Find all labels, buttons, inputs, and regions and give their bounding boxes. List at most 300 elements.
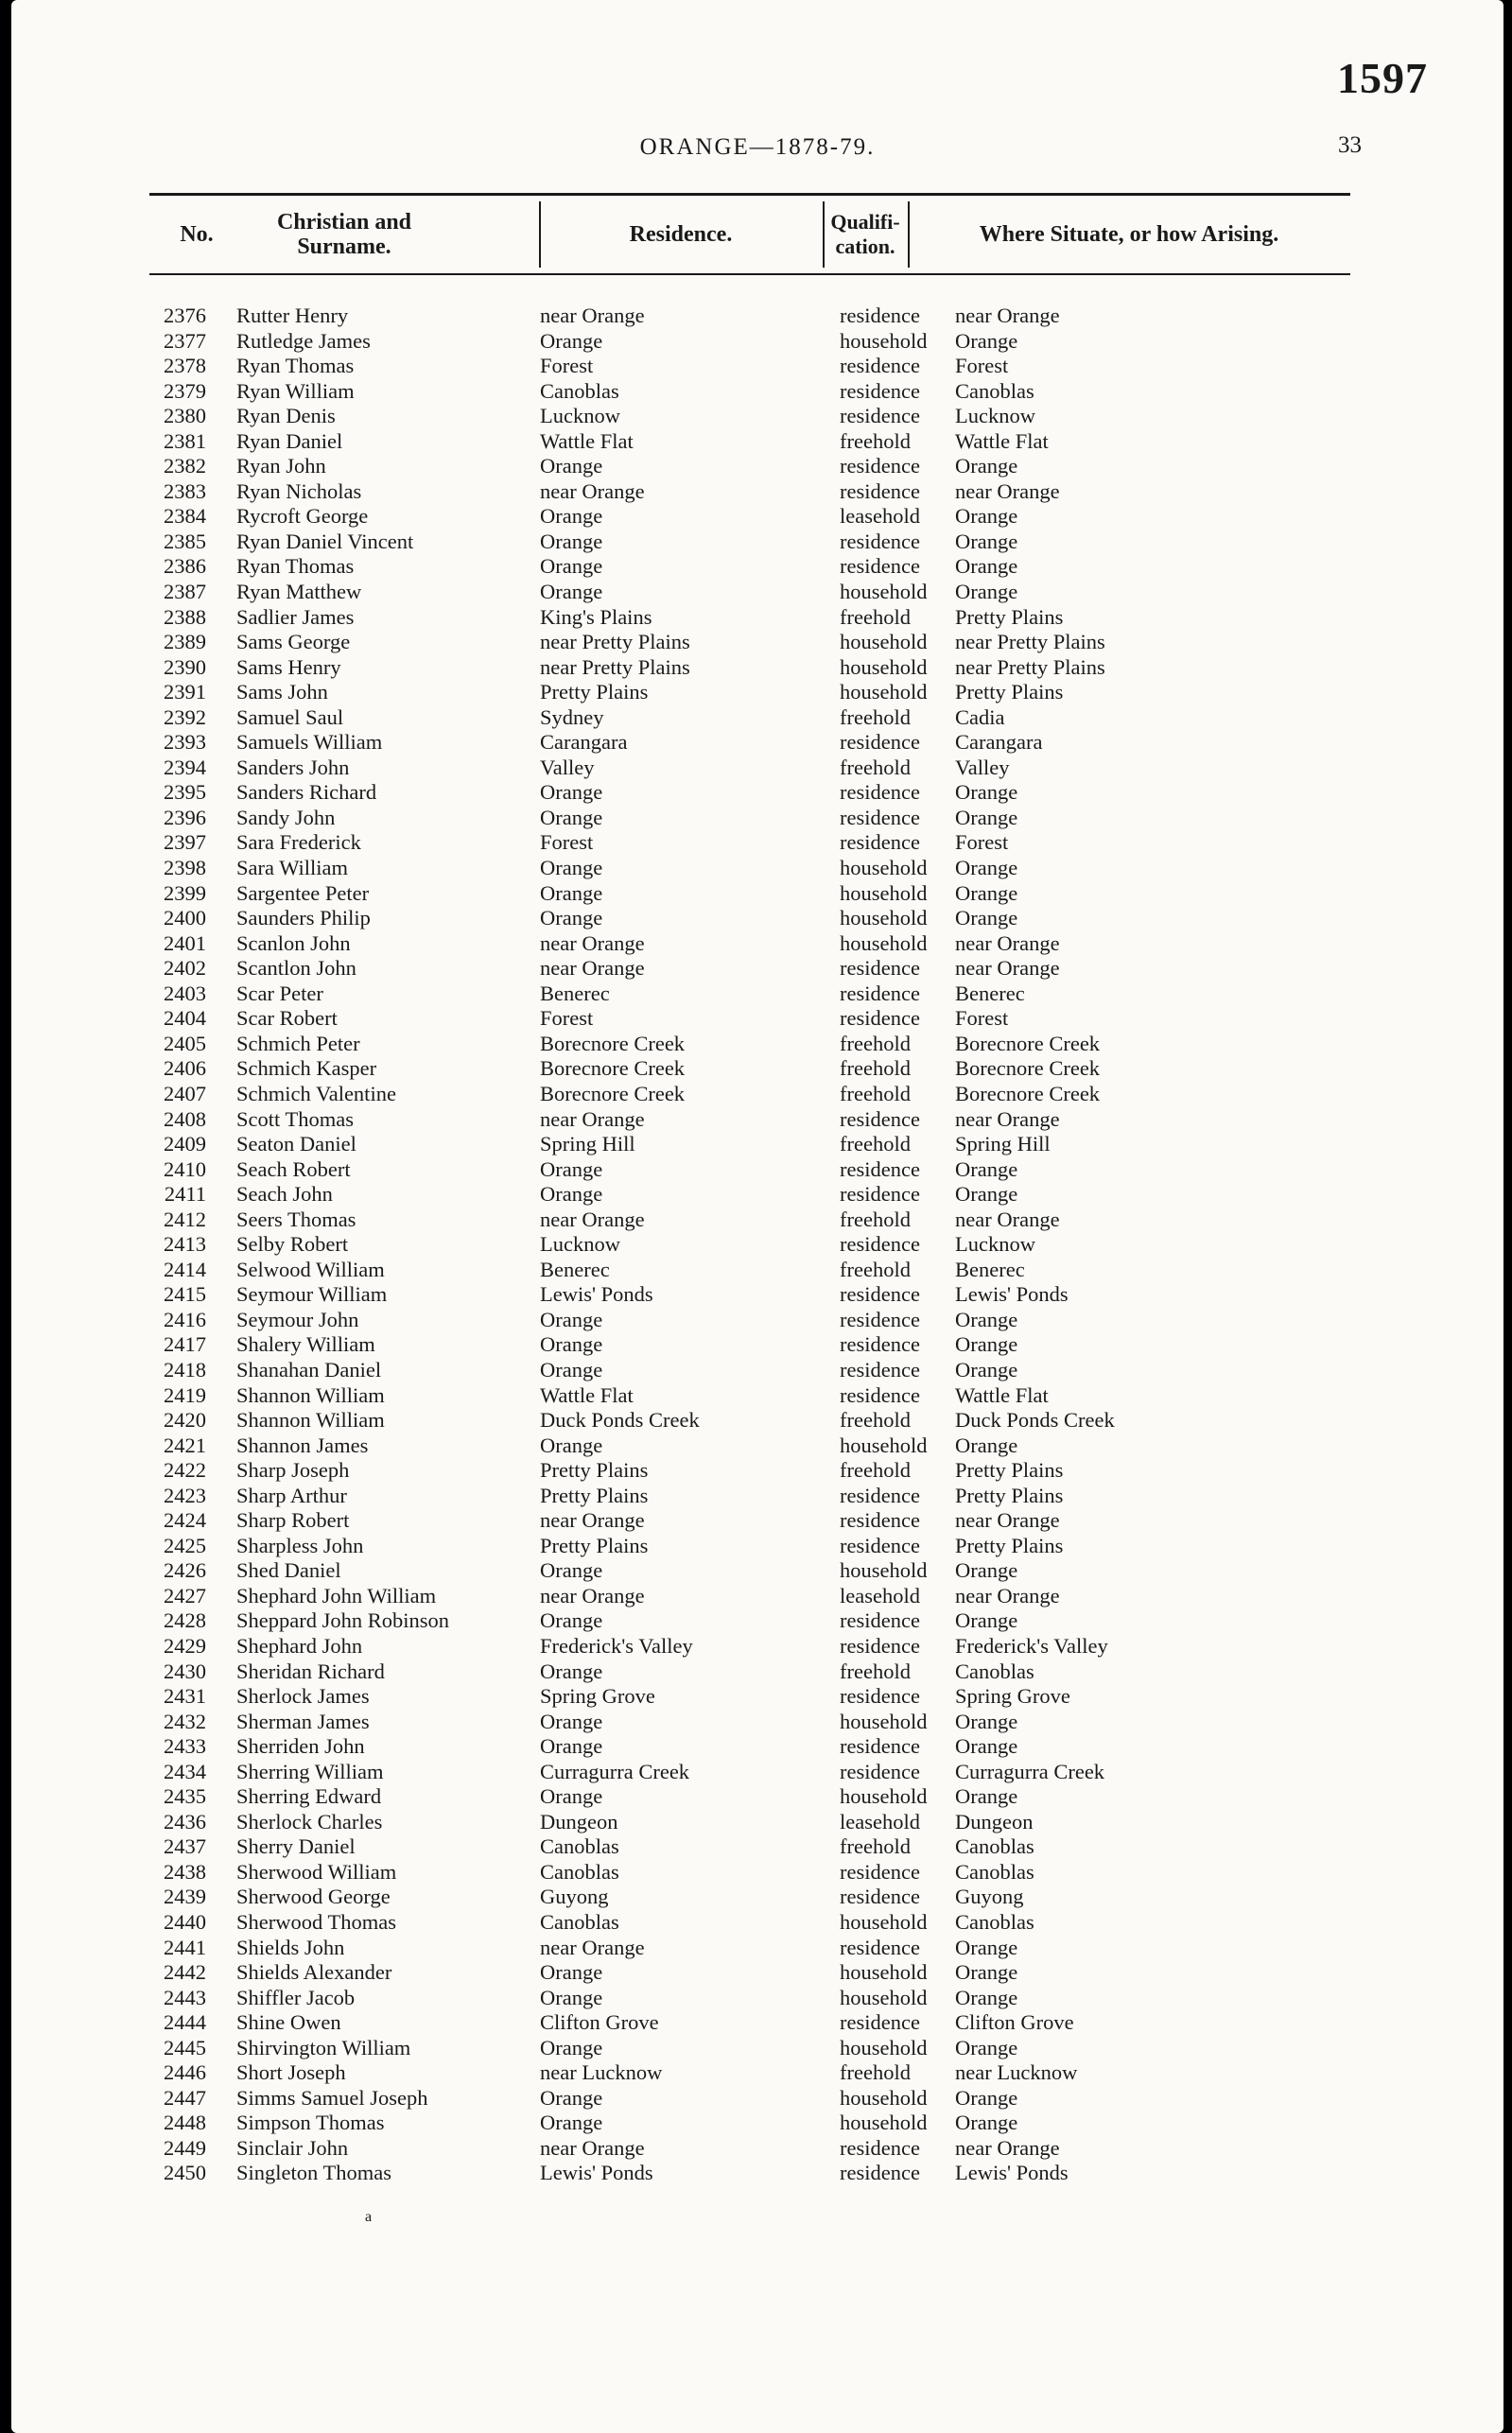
entry-where: Benerec bbox=[955, 981, 1025, 1005]
table-row bbox=[149, 931, 1350, 957]
entry-qualification: freehold bbox=[840, 2060, 911, 2085]
entry-name: Sherring William bbox=[236, 1759, 384, 1783]
entry-qualification: leasehold bbox=[840, 1809, 920, 1833]
entry-qualification: residence bbox=[840, 1307, 920, 1331]
entry-qualification: household bbox=[840, 2111, 928, 2135]
table-row bbox=[149, 1960, 1350, 1986]
entry-name: Ryan Thomas bbox=[236, 554, 355, 579]
entry-where: Orange bbox=[955, 554, 1018, 579]
entry-name: Shephard John bbox=[236, 1633, 363, 1658]
entry-residence: Orange bbox=[540, 454, 603, 478]
entry-where: Borecnore Creek bbox=[955, 1056, 1101, 1081]
entry-number: 2392 bbox=[164, 704, 206, 729]
entry-qualification: residence bbox=[840, 529, 920, 553]
table-row bbox=[149, 1734, 1350, 1760]
table-row bbox=[149, 1308, 1350, 1333]
entry-name: Sharp Robert bbox=[236, 1508, 350, 1533]
entry-number: 2395 bbox=[164, 780, 206, 805]
running-head: ORANGE—1878-79. bbox=[639, 134, 876, 160]
entry-name: Short Joseph bbox=[236, 2060, 346, 2085]
entry-qualification: household bbox=[840, 328, 928, 353]
entry-residence: Orange bbox=[540, 2111, 603, 2135]
entry-number: 2427 bbox=[164, 1583, 206, 1608]
entry-residence: Dungeon bbox=[540, 1809, 618, 1833]
entry-number: 2430 bbox=[164, 1659, 206, 1683]
entry-number: 2382 bbox=[164, 454, 206, 478]
table-row bbox=[149, 429, 1350, 455]
entry-qualification: household bbox=[840, 1985, 928, 2009]
entry-qualification: household bbox=[840, 1433, 928, 1457]
table-row bbox=[149, 881, 1350, 907]
entry-residence: Orange bbox=[540, 1182, 603, 1207]
entry-number: 2401 bbox=[164, 930, 206, 955]
entry-number: 2419 bbox=[164, 1382, 206, 1407]
entry-residence: Pretty Plains bbox=[540, 1533, 649, 1557]
entry-qualification: household bbox=[840, 630, 928, 654]
entry-qualification: household bbox=[840, 856, 928, 880]
table-row bbox=[149, 1986, 1350, 2011]
entry-number: 2416 bbox=[164, 1307, 206, 1331]
table-row bbox=[149, 1534, 1350, 1559]
entry-name: Selwood William bbox=[236, 1257, 385, 1281]
entry-qualification: residence bbox=[840, 1935, 920, 1959]
entry-where: Orange bbox=[955, 1784, 1018, 1809]
table-row bbox=[149, 2010, 1350, 2036]
entry-residence: near Orange bbox=[540, 304, 645, 327]
entry-number: 2384 bbox=[164, 504, 206, 529]
entry-number: 2448 bbox=[164, 2111, 206, 2135]
entry-name: Sherwood William bbox=[236, 1859, 397, 1884]
entry-name: Ryan John bbox=[236, 454, 326, 478]
entry-name: Sams George bbox=[236, 630, 351, 654]
entry-qualification: residence bbox=[840, 830, 920, 855]
table-row bbox=[149, 680, 1350, 705]
page-number: 1597 bbox=[1337, 54, 1428, 102]
entry-number: 2391 bbox=[164, 680, 206, 704]
entry-number: 2393 bbox=[164, 730, 206, 755]
entry-qualification: residence bbox=[840, 1533, 920, 1557]
entry-qualification: freehold bbox=[840, 1081, 911, 1105]
table-row bbox=[149, 2086, 1350, 2111]
entry-name: Sadlier James bbox=[236, 604, 355, 629]
entry-name: Sanders Richard bbox=[236, 780, 377, 805]
entry-number: 2431 bbox=[164, 1684, 206, 1709]
table-row bbox=[149, 1810, 1350, 1835]
entry-where: Orange bbox=[955, 2085, 1018, 2110]
entry-qualification: residence bbox=[840, 2161, 920, 2185]
entry-qualification: freehold bbox=[840, 1207, 911, 1231]
entry-name: Shannon James bbox=[236, 1433, 369, 1457]
entry-number: 2438 bbox=[164, 1859, 206, 1884]
entry-name: Sherring Edward bbox=[236, 1784, 382, 1809]
entry-where: Orange bbox=[955, 454, 1018, 478]
entry-qualification: household bbox=[840, 2085, 928, 2110]
entry-where: Forest bbox=[955, 830, 1009, 855]
entry-name: Sanders John bbox=[236, 755, 350, 779]
entry-qualification: household bbox=[840, 930, 928, 955]
entry-where: Orange bbox=[955, 880, 1018, 905]
entry-qualification: freehold bbox=[840, 1458, 911, 1483]
entry-number: 2386 bbox=[164, 554, 206, 579]
entry-where: near Pretty Plains bbox=[955, 630, 1105, 654]
header-name: Christian and Surname. bbox=[276, 210, 412, 259]
table-row bbox=[149, 705, 1350, 731]
table-row bbox=[149, 1834, 1350, 1860]
table-row bbox=[149, 1434, 1350, 1459]
entry-residence: Canoblas bbox=[540, 1859, 619, 1884]
entry-where: Orange bbox=[955, 906, 1018, 930]
entry-residence: Orange bbox=[540, 1608, 603, 1633]
entry-where: Orange bbox=[955, 1433, 1018, 1457]
entry-residence: near Lucknow bbox=[540, 2060, 663, 2085]
entry-residence: Orange bbox=[540, 1558, 603, 1583]
entry-number: 2381 bbox=[164, 428, 206, 453]
entry-residence: Orange bbox=[540, 1156, 603, 1181]
entry-name: Samuels William bbox=[236, 730, 383, 755]
table-row bbox=[149, 1258, 1350, 1283]
entry-where: Canoblas bbox=[955, 1659, 1034, 1683]
entry-where: Dungeon bbox=[955, 1809, 1034, 1833]
entry-where: Orange bbox=[955, 504, 1018, 529]
entry-name: Scar Robert bbox=[236, 1006, 338, 1031]
table-row bbox=[149, 730, 1350, 756]
entry-number: 2425 bbox=[164, 1533, 206, 1557]
entry-qualification: residence bbox=[840, 981, 920, 1005]
electoral-roll-table bbox=[149, 304, 1350, 2186]
entry-where: near Orange bbox=[955, 1207, 1060, 1231]
entry-qualification: residence bbox=[840, 1508, 920, 1533]
entry-number: 2415 bbox=[164, 1282, 206, 1307]
entry-qualification: residence bbox=[840, 2135, 920, 2160]
entry-qualification: residence bbox=[840, 304, 920, 327]
entry-qualification: residence bbox=[840, 730, 920, 755]
entry-residence: Pretty Plains bbox=[540, 1483, 649, 1507]
entry-residence: Orange bbox=[540, 529, 603, 553]
entry-residence: near Orange bbox=[540, 1583, 645, 1608]
entry-where: near Orange bbox=[955, 478, 1060, 503]
entry-name: Sherriden John bbox=[236, 1734, 365, 1759]
entry-where: Spring Hill bbox=[955, 1132, 1051, 1156]
table-row bbox=[149, 1358, 1350, 1383]
entry-number: 2422 bbox=[164, 1458, 206, 1483]
entry-residence: Orange bbox=[540, 554, 603, 579]
entry-where: Orange bbox=[955, 856, 1018, 880]
entry-name: Sara Frederick bbox=[236, 830, 361, 855]
entry-number: 2403 bbox=[164, 981, 206, 1005]
table-row bbox=[149, 1660, 1350, 1685]
entry-number: 2383 bbox=[164, 478, 206, 503]
table-row bbox=[149, 1936, 1350, 1961]
entry-residence: Forest bbox=[540, 1006, 594, 1031]
entry-where: Orange bbox=[955, 580, 1018, 604]
table-row bbox=[149, 2161, 1350, 2186]
table-row bbox=[149, 906, 1350, 931]
table-row bbox=[149, 1910, 1350, 1936]
entry-number: 2405 bbox=[164, 1031, 206, 1055]
entry-number: 2439 bbox=[164, 1885, 206, 1909]
entry-where: Lucknow bbox=[955, 1232, 1035, 1257]
entry-number: 2449 bbox=[164, 2135, 206, 2160]
entry-name: Shiffler Jacob bbox=[236, 1985, 356, 2009]
entry-number: 2423 bbox=[164, 1483, 206, 1507]
entry-number: 2432 bbox=[164, 1709, 206, 1733]
entry-residence: Orange bbox=[540, 1307, 603, 1331]
table-row bbox=[149, 1282, 1350, 1308]
table-row bbox=[149, 2111, 1350, 2136]
header-residence: Residence. bbox=[629, 222, 733, 247]
entry-qualification: residence bbox=[840, 554, 920, 579]
entry-where: Orange bbox=[955, 1357, 1018, 1382]
table-row bbox=[149, 1458, 1350, 1484]
entry-name: Seaton Daniel bbox=[236, 1132, 356, 1156]
entry-residence: near Orange bbox=[540, 478, 645, 503]
table-row bbox=[149, 1634, 1350, 1660]
entry-number: 2447 bbox=[164, 2085, 206, 2110]
entry-where: Canoblas bbox=[955, 1859, 1034, 1884]
entry-qualification: residence bbox=[840, 404, 920, 428]
table-row bbox=[149, 1408, 1350, 1434]
entry-residence: Orange bbox=[540, 1709, 603, 1733]
entry-residence: Borecnore Creek bbox=[540, 1031, 686, 1055]
table-header bbox=[149, 193, 1350, 275]
entry-where: Canoblas bbox=[955, 1910, 1034, 1934]
entry-qualification: residence bbox=[840, 1332, 920, 1357]
entry-name: Seach John bbox=[236, 1182, 333, 1207]
entry-where: Carangara bbox=[955, 730, 1043, 755]
entry-qualification: residence bbox=[840, 2010, 920, 2035]
entry-number: 2412 bbox=[164, 1207, 206, 1231]
table-row bbox=[149, 504, 1350, 530]
entry-qualification: household bbox=[840, 1910, 928, 1934]
table-row bbox=[149, 1056, 1350, 1082]
entry-name: Shirvington William bbox=[236, 2035, 411, 2059]
entry-name: Sharp Joseph bbox=[236, 1458, 350, 1483]
entry-qualification: household bbox=[840, 880, 928, 905]
entry-qualification: residence bbox=[840, 478, 920, 503]
entry-qualification: residence bbox=[840, 1859, 920, 1884]
entry-where: Curragurra Creek bbox=[955, 1759, 1105, 1783]
entry-number: 2440 bbox=[164, 1910, 206, 1934]
table-row bbox=[149, 1182, 1350, 1208]
entry-residence: Orange bbox=[540, 1734, 603, 1759]
entry-name: Sandy John bbox=[236, 805, 336, 829]
table-row bbox=[149, 1584, 1350, 1609]
entry-qualification: freehold bbox=[840, 1056, 911, 1081]
entry-number: 2417 bbox=[164, 1332, 206, 1357]
entry-name: Sharpless John bbox=[236, 1533, 364, 1557]
entry-qualification: freehold bbox=[840, 755, 911, 779]
entry-number: 2435 bbox=[164, 1784, 206, 1809]
entry-number: 2410 bbox=[164, 1156, 206, 1181]
table-row bbox=[149, 780, 1350, 806]
entry-qualification: household bbox=[840, 1960, 928, 1985]
entry-qualification: leasehold bbox=[840, 1583, 920, 1608]
table-row bbox=[149, 1332, 1350, 1358]
entry-qualification: freehold bbox=[840, 1132, 911, 1156]
entry-residence: Forest bbox=[540, 830, 594, 855]
entry-name: Shephard John William bbox=[236, 1583, 437, 1608]
folio-number: 33 bbox=[1338, 132, 1362, 158]
entry-name: Shields John bbox=[236, 1935, 345, 1959]
entry-where: Canoblas bbox=[955, 378, 1034, 403]
entry-number: 2389 bbox=[164, 630, 206, 654]
table-row bbox=[149, 1484, 1350, 1509]
entry-qualification: residence bbox=[840, 1633, 920, 1658]
entry-residence: near Orange bbox=[540, 1508, 645, 1533]
entry-residence: Orange bbox=[540, 780, 603, 805]
entry-residence: Orange bbox=[540, 580, 603, 604]
table-row bbox=[149, 806, 1350, 831]
entry-name: Scanlon John bbox=[236, 930, 351, 955]
entry-number: 2418 bbox=[164, 1357, 206, 1382]
entry-qualification: residence bbox=[840, 378, 920, 403]
header-where: Where Situate, or how Arising. bbox=[979, 222, 1279, 247]
entry-name: Seers Thomas bbox=[236, 1207, 356, 1231]
entry-where: near Orange bbox=[955, 304, 1060, 327]
entry-qualification: freehold bbox=[840, 1031, 911, 1055]
entry-residence: Sydney bbox=[540, 704, 604, 729]
entry-number: 2406 bbox=[164, 1056, 206, 1081]
table-row bbox=[149, 580, 1350, 605]
table-row bbox=[149, 1760, 1350, 1785]
entry-name: Sheppard John Robinson bbox=[236, 1608, 449, 1633]
entry-qualification: household bbox=[840, 2035, 928, 2059]
entry-residence: near Orange bbox=[540, 956, 645, 981]
table-row bbox=[149, 1684, 1350, 1710]
entry-residence: Canoblas bbox=[540, 378, 619, 403]
table-row bbox=[149, 1032, 1350, 1057]
entry-number: 2446 bbox=[164, 2060, 206, 2085]
entry-name: Sams Henry bbox=[236, 654, 341, 679]
entry-qualification: residence bbox=[840, 1382, 920, 1407]
entry-number: 2396 bbox=[164, 805, 206, 829]
entry-residence: near Pretty Plains bbox=[540, 630, 690, 654]
entry-where: Forest bbox=[955, 354, 1009, 378]
entry-residence: Borecnore Creek bbox=[540, 1056, 686, 1081]
entry-where: near Pretty Plains bbox=[955, 654, 1105, 679]
entry-residence: Lucknow bbox=[540, 1232, 620, 1257]
table-row bbox=[149, 655, 1350, 681]
entry-residence: Orange bbox=[540, 805, 603, 829]
entry-where: Pretty Plains bbox=[955, 1483, 1064, 1507]
entry-name: Ryan Denis bbox=[236, 404, 336, 428]
entry-number: 2443 bbox=[164, 1985, 206, 2009]
entry-where: Valley bbox=[955, 755, 1010, 779]
entry-qualification: residence bbox=[840, 1006, 920, 1031]
entry-residence: Orange bbox=[540, 2035, 603, 2059]
entry-name: Shannon William bbox=[236, 1408, 385, 1433]
entry-number: 2394 bbox=[164, 755, 206, 779]
entry-name: Samuel Saul bbox=[236, 704, 344, 729]
entry-where: near Orange bbox=[955, 1508, 1060, 1533]
entry-name: Sinclair John bbox=[236, 2135, 349, 2160]
entry-qualification: residence bbox=[840, 1156, 920, 1181]
entry-qualification: residence bbox=[840, 1282, 920, 1307]
entry-number: 2388 bbox=[164, 604, 206, 629]
entry-where: Orange bbox=[955, 529, 1018, 553]
entry-residence: Pretty Plains bbox=[540, 1458, 649, 1483]
entry-number: 2414 bbox=[164, 1257, 206, 1281]
table-row bbox=[149, 479, 1350, 505]
table-row bbox=[149, 856, 1350, 881]
entry-number: 2380 bbox=[164, 404, 206, 428]
entry-qualification: household bbox=[840, 654, 928, 679]
entry-residence: near Orange bbox=[540, 1207, 645, 1231]
footer-mark: a bbox=[365, 2209, 373, 2225]
entry-residence: Orange bbox=[540, 1985, 603, 2009]
entry-name: Seymour John bbox=[236, 1307, 359, 1331]
table-row bbox=[149, 530, 1350, 555]
entry-qualification: freehold bbox=[840, 1834, 911, 1859]
table-row bbox=[149, 756, 1350, 781]
table-row bbox=[149, 2036, 1350, 2061]
entry-qualification: residence bbox=[840, 1182, 920, 1207]
entry-qualification: freehold bbox=[840, 704, 911, 729]
entry-number: 2426 bbox=[164, 1558, 206, 1583]
entry-residence: Frederick's Valley bbox=[540, 1633, 693, 1658]
entry-where: Orange bbox=[955, 1307, 1018, 1331]
entry-qualification: residence bbox=[840, 780, 920, 805]
entry-number: 2398 bbox=[164, 856, 206, 880]
entry-number: 2437 bbox=[164, 1834, 206, 1859]
table-row bbox=[149, 1784, 1350, 1810]
entry-residence: Spring Grove bbox=[540, 1684, 655, 1709]
entry-residence: Valley bbox=[540, 755, 595, 779]
entry-number: 2397 bbox=[164, 830, 206, 855]
entry-name: Sheridan Richard bbox=[236, 1659, 385, 1683]
entry-number: 2444 bbox=[164, 2010, 206, 2035]
table-row bbox=[149, 1232, 1350, 1258]
entry-qualification: residence bbox=[840, 1684, 920, 1709]
entry-qualification: leasehold bbox=[840, 504, 920, 529]
entry-name: Sherlock James bbox=[236, 1684, 370, 1709]
entry-residence: Canoblas bbox=[540, 1834, 619, 1859]
entry-residence: Spring Hill bbox=[540, 1132, 635, 1156]
entry-where: near Orange bbox=[955, 1106, 1060, 1131]
header-no: No. bbox=[180, 222, 214, 247]
entry-residence: near Orange bbox=[540, 930, 645, 955]
entry-residence: Wattle Flat bbox=[540, 1382, 634, 1407]
entry-residence: Benerec bbox=[540, 1257, 610, 1281]
table-row bbox=[149, 1006, 1350, 1032]
entry-where: Orange bbox=[955, 1935, 1018, 1959]
entry-residence: Clifton Grove bbox=[540, 2010, 659, 2035]
entry-where: Benerec bbox=[955, 1257, 1025, 1281]
entry-where: Borecnore Creek bbox=[955, 1031, 1101, 1055]
entry-where: Orange bbox=[955, 1608, 1018, 1633]
entry-residence: near Orange bbox=[540, 1935, 645, 1959]
table-row bbox=[149, 354, 1350, 379]
entry-qualification: freehold bbox=[840, 604, 911, 629]
entry-where: Forest bbox=[955, 1006, 1009, 1031]
table-row bbox=[149, 630, 1350, 655]
table-row bbox=[149, 1107, 1350, 1133]
entry-where: Orange bbox=[955, 1960, 1018, 1985]
entry-qualification: residence bbox=[840, 1232, 920, 1257]
entry-number: 2442 bbox=[164, 1960, 206, 1985]
table-row bbox=[149, 379, 1350, 405]
entry-number: 2378 bbox=[164, 354, 206, 378]
entry-name: Sherwood Thomas bbox=[236, 1910, 396, 1934]
entry-qualification: residence bbox=[840, 1759, 920, 1783]
entry-number: 2376 bbox=[164, 304, 206, 327]
table-row bbox=[149, 1860, 1350, 1886]
entry-qualification: residence bbox=[840, 956, 920, 981]
entry-name: Schmich Kasper bbox=[236, 1056, 377, 1081]
table-row bbox=[149, 1608, 1350, 1634]
entry-name: Shed Daniel bbox=[236, 1558, 341, 1583]
entry-number: 2402 bbox=[164, 956, 206, 981]
